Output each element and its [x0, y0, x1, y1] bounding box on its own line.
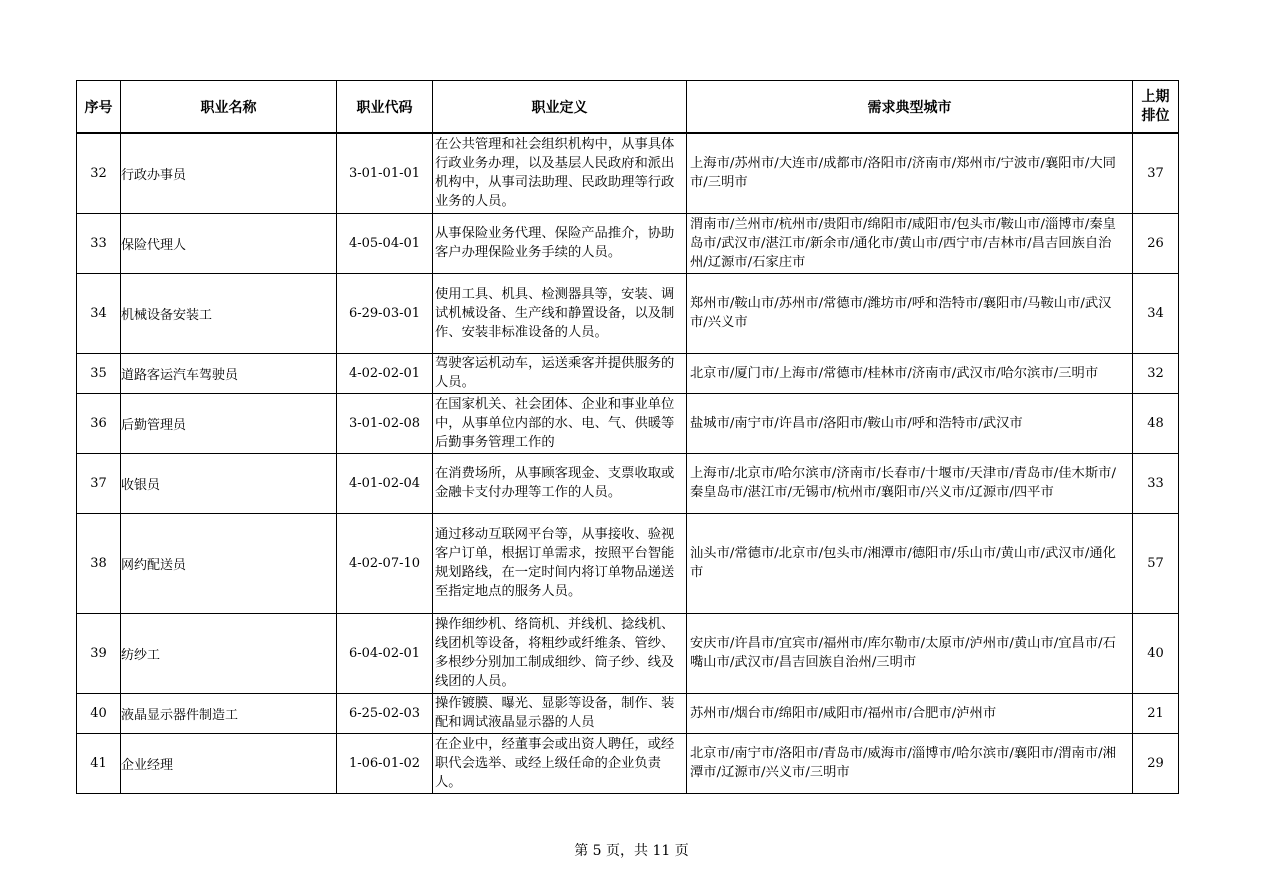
row-prev-rank: 33: [1133, 453, 1179, 513]
row-index: 35: [77, 353, 121, 393]
row-index: 37: [77, 453, 121, 513]
row-name: 后勤管理员: [121, 393, 337, 453]
row-index: 36: [77, 393, 121, 453]
row-cities: 北京市/厦门市/上海市/常德市/桂林市/济南市/武汉市/哈尔滨市/三明市: [690, 365, 1099, 381]
row-index: 34: [77, 273, 121, 353]
row-name: 企业经理: [121, 733, 337, 793]
row-definition: 在公共管理和社会组织机构中，从事具体行政业务办理，以及基层人民政府和派出机构中，从事司法助理、民政助理等行政业务的人员。: [435, 137, 675, 210]
occupation-table: [76, 80, 1179, 794]
row-cities: 盐城市/南宁市/许昌市/洛阳市/鞍山市/呼和浩特市/武汉市: [690, 415, 1023, 431]
header-cities: 需求典型城市: [687, 81, 1133, 134]
table-row: [77, 693, 1179, 733]
table-row: [77, 453, 1179, 513]
row-prev-rank: 26: [1133, 213, 1179, 273]
row-definition: 从事保险业务代理、保险产品推介，协助客户办理保险业务手续的人员。: [435, 226, 675, 260]
row-prev-rank: 21: [1133, 693, 1179, 733]
row-name: 道路客运汽车驾驶员: [121, 353, 337, 393]
row-prev-rank: 32: [1133, 353, 1179, 393]
row-index: 33: [77, 213, 121, 273]
table-row: [77, 513, 1179, 613]
row-code: 4-02-07-10: [337, 513, 433, 613]
row-name: 行政办事员: [121, 133, 337, 213]
page-footer: 第 5 页，共 11 页: [574, 843, 689, 859]
row-code: 3-01-02-08: [337, 393, 433, 453]
row-cities: 上海市/苏州市/大连市/成都市/洛阳市/济南市/郑州市/宁波市/襄阳市/大同市/三明市: [690, 156, 1116, 191]
row-definition: 操作细纱机、络筒机、并线机、捻线机、线团机等设备，将粗纱或纤维条、管纱、多根纱分别加工制成细纱、筒子纱、线及线团的人员。: [435, 617, 675, 689]
table-row: [77, 733, 1179, 793]
row-definition: 在消费场所，从事顾客现金、支票收取或金融卡支付办理等工作的人员。: [435, 466, 675, 500]
row-name: 液晶显示器件制造工: [121, 693, 337, 733]
row-prev-rank: 37: [1133, 133, 1179, 213]
row-definition: 在国家机关、社会团体、企业和事业单位中，从事单位内部的水、电、气、供暖等后勤事务管理工作的: [435, 396, 675, 450]
row-cities: 郑州市/鞍山市/苏州市/常德市/潍坊市/呼和浩特市/襄阳市/马鞍山市/武汉市/兴义市: [690, 296, 1112, 330]
table-row: [77, 273, 1179, 353]
row-index: 39: [77, 613, 121, 693]
row-cities: 上海市/北京市/哈尔滨市/济南市/长春市/十堰市/天津市/青岛市/佳木斯市/秦皇岛市/湛江市/无锡市/杭州市/襄阳市/兴义市/辽源市/四平市: [690, 466, 1116, 500]
row-definition: 在企业中，经董事会或出资人聘任，或经职代会选举、或经上级任命的企业负责人。: [435, 736, 675, 790]
row-code: 4-02-02-01: [337, 353, 433, 393]
row-prev-rank: 29: [1133, 733, 1179, 793]
row-cities: 苏州市/烟台市/绵阳市/咸阳市/福州市/合肥市/泸州市: [690, 705, 997, 721]
row-code: 4-01-02-04: [337, 453, 433, 513]
row-cities: 北京市/南宁市/洛阳市/青岛市/威海市/淄博市/哈尔滨市/襄阳市/渭南市/湘潭市/辽源市/兴义市/三明市: [690, 746, 1116, 780]
header-name: 职业名称: [121, 81, 337, 134]
row-cities: 汕头市/常德市/北京市/包头市/湘潭市/德阳市/乐山市/黄山市/武汉市/通化市: [690, 546, 1116, 580]
row-name: 纺纱工: [121, 613, 337, 693]
row-index: 41: [77, 733, 121, 793]
header-definition: 职业定义: [433, 81, 687, 134]
row-definition: 驾驶客运机动车，运送乘客并提供服务的人员。: [435, 356, 675, 390]
row-index: 38: [77, 513, 121, 613]
row-code: 6-25-02-03: [337, 693, 433, 733]
row-name: 机械设备安装工: [121, 273, 337, 353]
header-row: [77, 81, 1179, 134]
row-code: 3-01-01-01: [337, 133, 433, 213]
table-row: [77, 353, 1179, 393]
row-definition: 操作镀膜、曝光、显影等设备，制作、装配和调试液晶显示器的人员: [435, 696, 675, 730]
row-index: 40: [77, 693, 121, 733]
row-name: 网约配送员: [121, 513, 337, 613]
row-prev-rank: 48: [1133, 393, 1179, 453]
row-prev-rank: 40: [1133, 613, 1179, 693]
row-definition: 通过移动互联网平台等，从事接收、验视客户订单，根据订单需求，按照平台智能规划路线，在一定时间内将订单物品递送至指定地点的服务人员。: [435, 527, 675, 599]
table-row: [77, 613, 1179, 693]
row-code: 4-05-04-01: [337, 213, 433, 273]
row-definition: 使用工具、机具、检测器具等，安装、调试机械设备、生产线和静置设备，以及制作、安装非标准设备的人员。: [435, 286, 675, 340]
row-cities: 渭南市/兰州市/杭州市/贵阳市/绵阳市/咸阳市/包头市/鞍山市/淄博市/秦皇岛市/武汉市/湛江市/新余市/通化市/黄山市/西宁市/吉林市/昌吉回族自治州/辽源市/石家庄市: [690, 216, 1116, 270]
row-prev-rank: 57: [1133, 513, 1179, 613]
header-code: 职业代码: [337, 81, 433, 134]
row-index: 32: [77, 133, 121, 213]
table-row: [77, 393, 1179, 453]
header-index: 序号: [77, 81, 121, 134]
row-name: 收银员: [121, 453, 337, 513]
row-name: 保险代理人: [121, 213, 337, 273]
table-row: [77, 213, 1179, 273]
row-code: 6-29-03-01: [337, 273, 433, 353]
row-prev-rank: 34: [1133, 273, 1179, 353]
header-prev-rank: 上期 排位: [1133, 81, 1179, 134]
row-code: 1-06-01-02: [337, 733, 433, 793]
row-cities: 安庆市/许昌市/宜宾市/福州市/库尔勒市/太原市/泸州市/黄山市/宜昌市/石嘴山市/武汉市/昌吉回族自治州/三明市: [690, 636, 1116, 670]
row-code: 6-04-02-01: [337, 613, 433, 693]
table-row: [77, 133, 1179, 213]
